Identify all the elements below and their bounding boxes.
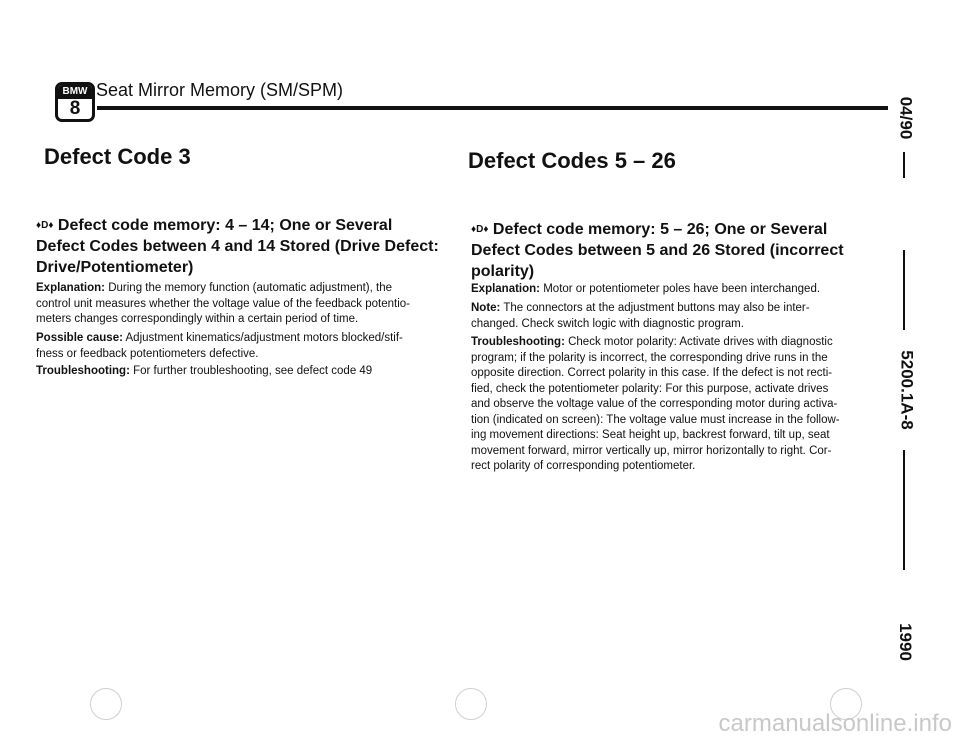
- explanation-label: Explanation:: [471, 283, 541, 295]
- right-explanation: [471, 282, 820, 298]
- punch-hole: [455, 688, 487, 720]
- diamond-icon: ♦: [48, 220, 54, 231]
- right-heading-line-3: polarity): [471, 263, 535, 280]
- text-line: Adjustment kinematics/adjustment motors blocked/stif-: [125, 332, 403, 344]
- explanation-label: Explanation:: [36, 282, 106, 294]
- bmw-logo: [55, 82, 95, 122]
- d-marker: D: [476, 224, 484, 235]
- side-rule-2: [903, 250, 905, 330]
- note-label: Note:: [471, 302, 501, 314]
- logo-brand: BMW: [58, 85, 92, 99]
- diamond-icon: ♦: [471, 224, 477, 235]
- logo-number: 8: [69, 98, 81, 119]
- right-heading-line-2: Defect Codes between 5 and 26 Stored (incorrect: [471, 242, 844, 259]
- left-column-title: Defect Code 3: [44, 144, 191, 169]
- header-rule: [97, 106, 888, 110]
- right-column-title: Defect Codes 5 – 26: [468, 148, 676, 173]
- left-heading-line-2: Defect Codes between 4 and 14 Stored (Drive Defect:: [36, 238, 439, 255]
- left-heading-line-1: [36, 215, 439, 236]
- left-troubleshooting: [36, 364, 372, 380]
- text-line: and observe the voltage value of the corresponding motor during activa-: [471, 398, 838, 410]
- left-defect-heading: [36, 215, 439, 278]
- text-line: program; if the polarity is incorrect, the corresponding drive runs in the: [471, 351, 828, 364]
- punch-hole: [90, 688, 122, 720]
- side-year: 1990: [895, 623, 915, 661]
- side-rule-3: [903, 450, 905, 570]
- text-line: fied, check the potentiometer polarity: For this purpose, activate drives: [471, 382, 829, 395]
- right-note: [471, 301, 810, 332]
- watermark: carmanualsonline.info: [718, 710, 952, 737]
- right-defect-heading: [471, 219, 844, 282]
- right-troubleshooting: [471, 335, 840, 475]
- left-heading-line-3: Drive/Potentiometer): [36, 259, 194, 276]
- diamond-icon: ♦: [36, 220, 42, 231]
- text-line: The connectors at the adjustment buttons may also be inter-: [503, 302, 810, 314]
- text-line: Check motor polarity: Activate drives with diagnostic: [568, 336, 833, 348]
- right-heading-line-1-text: Defect code memory: 5 – 26; One or Several: [492, 221, 828, 238]
- diamond-icon: ♦: [483, 224, 489, 235]
- text-line: fness or feedback potentiometers defective.: [36, 347, 259, 360]
- text-line: For further troubleshooting, see defect code 49: [133, 365, 373, 377]
- left-possible-cause: [36, 331, 403, 362]
- text-line: rect polarity of corresponding potentiometer.: [471, 460, 696, 472]
- page-header-title: Seat Mirror Memory (SM/SPM): [96, 80, 344, 100]
- text-line: meters changes correspondingly within a certain period of time.: [36, 313, 359, 325]
- text-line: During the memory function (automatic adjustment), the: [108, 282, 393, 294]
- text-line: changed. Check switch logic with diagnostic program.: [471, 317, 744, 330]
- text-line: opposite direction. Correct polarity in this case. If the defect is not recti-: [471, 367, 833, 379]
- side-date: 04/90: [896, 96, 916, 140]
- d-marker: D: [41, 220, 49, 231]
- text-line: tion (indicated on screen): The voltage value must increase in the follow-: [471, 413, 840, 426]
- left-explanation: [36, 281, 410, 328]
- troubleshooting-label: Troubleshooting:: [471, 336, 565, 348]
- text-line: ing movement directions: Seat height up, backrest forward, tilt up, seat: [471, 429, 830, 441]
- text-line: Motor or potentiometer poles have been interchanged.: [543, 283, 821, 295]
- right-heading-line-1: [471, 219, 844, 240]
- left-heading-line-1-text: Defect code memory: 4 – 14; One or Several: [57, 217, 393, 234]
- side-doc-number: 5200.1A-8: [897, 350, 917, 430]
- possible-cause-label: Possible cause:: [36, 332, 123, 344]
- text-line: movement forward, mirror vertically up, mirror horizontally to right. Cor-: [471, 444, 832, 457]
- side-rule-1: [903, 152, 905, 178]
- text-line: control unit measures whether the voltage value of the feedback potentio-: [36, 297, 410, 310]
- troubleshooting-label: Troubleshooting:: [36, 365, 130, 377]
